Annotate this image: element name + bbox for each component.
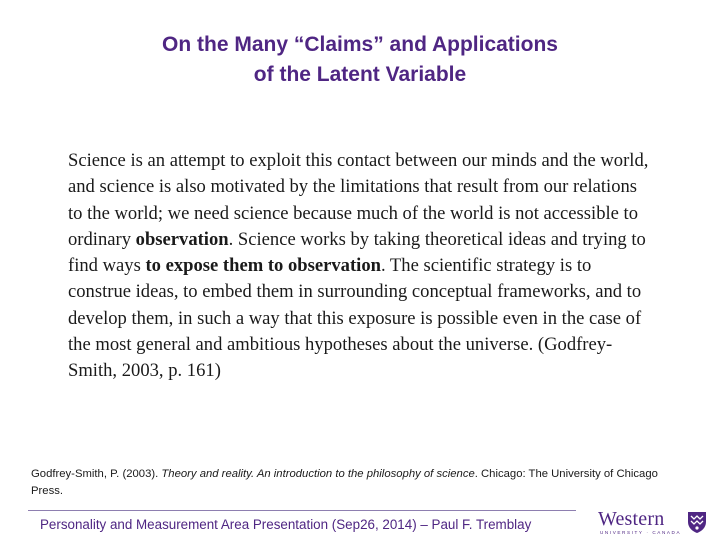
slide-title [60, 30, 660, 90]
western-logo [598, 508, 710, 538]
reference-publisher: . Chicago: The University of Chicago Press. [31, 468, 658, 497]
quote-text-1: Science is an attempt to exploit this contact between our minds and the world, and science is also motivated by the limitations that result from our relations to the world; we need science because much of the world is not accessible to ordinary [68, 150, 649, 250]
logo-wordmark: Western [598, 508, 665, 530]
slide-title-line-2: of the Latent Variable [253, 63, 467, 86]
quote-bold-observation: observation [135, 228, 229, 250]
quote-text-3: . The scientific strategy is to construe ideas, to embed them in surrounding conceptual frameworks, and to develop them, in such a way that this exposure is possible even in the case of the most general and ambitious hypotheses about the universe. (Godfrey-Smith, 2003, p. 161) [68, 255, 642, 382]
reference-book-title: Theory and reality. An introduction to the philosophy of science [161, 468, 475, 480]
logo-subtitle: UNIVERSITY · CANADA [600, 530, 682, 535]
slide-title-line-1: On the Many “Claims” and Applications [162, 33, 558, 56]
shield-crest-icon [686, 510, 708, 534]
footer-text: Personality and Measurement Area Presentation (Sep26, 2014) – Paul F. Tremblay [40, 517, 532, 532]
quote-bold-expose: to expose them to observation [145, 255, 381, 277]
footer-divider [28, 510, 576, 511]
quote-paragraph [68, 148, 654, 385]
quote-text-2: . Science works by taking theoretical ideas and trying to find ways [68, 228, 646, 277]
reference-citation [31, 466, 691, 500]
reference-authors: Godfrey-Smith, P. (2003). [31, 468, 162, 480]
